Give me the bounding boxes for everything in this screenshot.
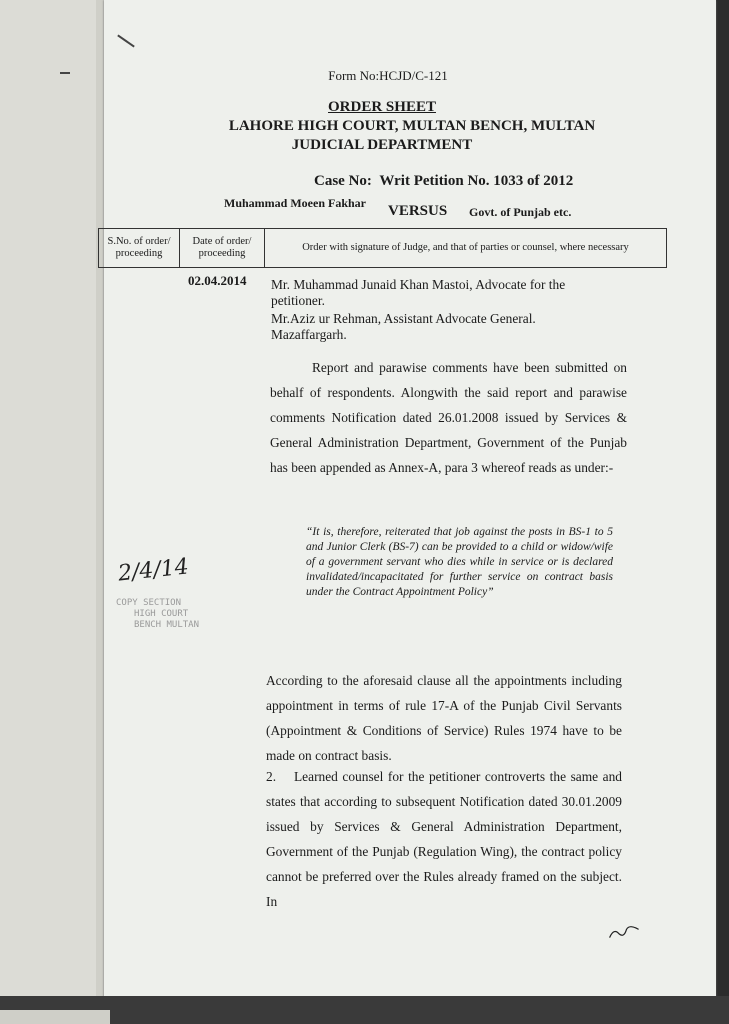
col-date-header: Date of order/ proceeding [180, 229, 265, 268]
scan-mark [60, 72, 70, 74]
document-title: ORDER SHEET [328, 99, 436, 115]
col-order-header: Order with signature of Judge, and that of parties or counsel, where necessary [265, 229, 667, 268]
case-label: Case No: [314, 173, 372, 189]
order-paragraph-1: Report and parawise comments have been submitted on behalf of respondents. Alongwith the said report and parawise comments Notification dated 26.01.2008 issued by Services & General Administration Department, Government of the Punjab has been appended as Annex-A, para 3 whereof reads as under:- [270, 360, 627, 475]
col-serial-header: S.No. of order/ proceeding [99, 229, 180, 268]
stamp-line: HIGH COURT [134, 609, 189, 619]
case-value: Writ Petition No. 1033 of 2012 [379, 173, 574, 189]
order-table-header [98, 228, 667, 268]
stamp-line: COPY SECTION [116, 598, 182, 608]
copy-section-stamp [104, 598, 232, 656]
order-paragraph-3: 2. Learned counsel for the petitioner controverts the same and states that according to subsequent Notification dated 30.01.2009 issued by Services & General Administration Department, Government of the Punjab (Regulation Wing), the contract policy cannot be preferred over the Rules already framed on the subject. In [266, 769, 622, 909]
counsel-respondent: Mr.Aziz ur Rehman, Assistant Advocate General. Mazaffargarh. [271, 311, 536, 342]
department-name: JUDICIAL DEPARTMENT [291, 137, 473, 153]
back-sheet-edge [0, 1010, 110, 1024]
order-paragraph-2: According to the aforesaid clause all the appointments including appointment in terms of rule 17-A of the Punjab Civil Servants (Appointment & Conditions of Service) Rules 1974 have to be made on contract basis. [266, 673, 622, 763]
stamp-line: BENCH MULTAN [134, 620, 200, 630]
notification-quote: “It is, therefore, reiterated that job against the posts in BS-1 to 5 and Junior Clerk (BS-7) can be provided to a child or widow/wife of a government servant who dies while in service or is declared invalidated/incapacitated for further service on contract basis under the Contract Appointment Policy” [306, 526, 613, 598]
form-number: Form No:HCJD/C-121 [328, 68, 448, 83]
court-name: LAHORE HIGH COURT, MULTAN BENCH, MULTAN [228, 118, 596, 134]
order-date: 02.04.2014 [188, 273, 247, 288]
back-sheet [0, 0, 114, 1012]
respondent-name: Govt. of Punjab etc. [469, 205, 572, 219]
case-number [314, 173, 573, 190]
counsel-petitioner: Mr. Muhammad Junaid Khan Mastoi, Advocate for the petitioner. [271, 277, 566, 308]
handwritten-date-signature: 2/4/14 [116, 554, 190, 587]
petitioner-name: Muhammad Moeen Fakhar [224, 196, 366, 210]
versus-label: VERSUS [388, 203, 448, 219]
